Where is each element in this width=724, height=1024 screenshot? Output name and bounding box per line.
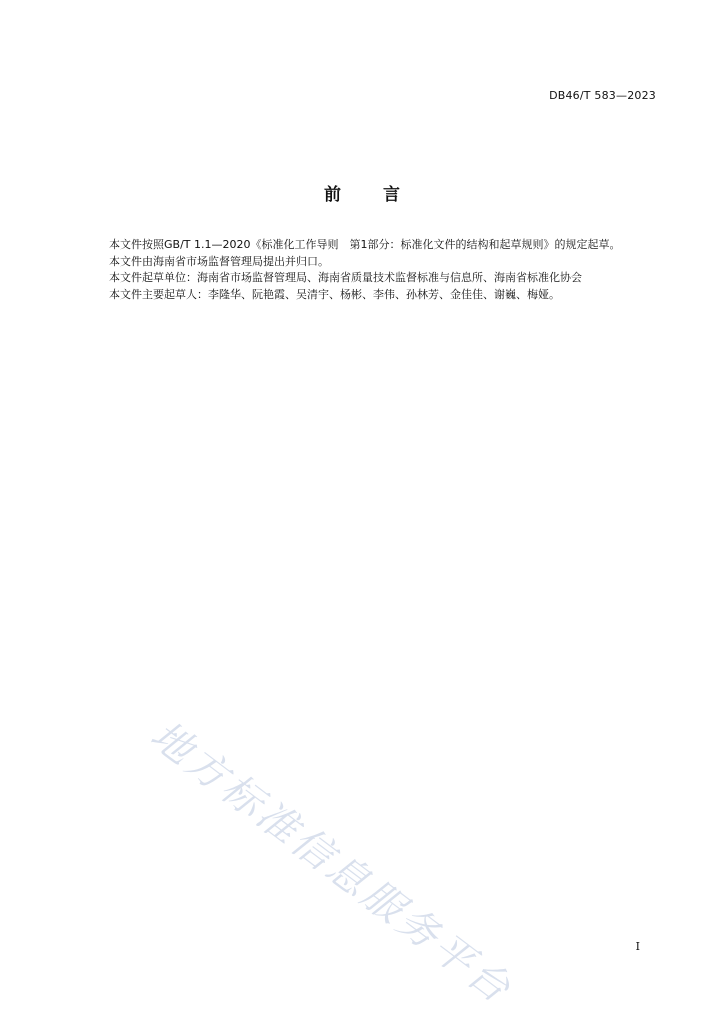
watermark: 地方标准信息服务平台 bbox=[141, 712, 521, 1014]
paragraph-drafting-rules: 本文件按照GB/T 1.1—2020《标准化工作导则 第1部分：标准化文件的结构和起草规则》的规定起草。 bbox=[109, 238, 621, 251]
title-char-1: 前 bbox=[324, 185, 342, 205]
paragraph-proposer: 本文件由海南省市场监督管理局提出并归口。 bbox=[109, 254, 329, 268]
page-title bbox=[0, 180, 724, 205]
paragraph-drafting-units: 本文件起草单位：海南省市场监督管理局、海南省质量技术监督标准与信息所、海南省标准化协会 bbox=[109, 271, 582, 284]
paragraph-drafters: 本文件主要起草人：李隆华、阮艳霞、吴清宇、杨彬、李伟、孙林芳、金佳佳、谢巍、梅娅。 bbox=[109, 287, 560, 301]
title-char-2: 言 bbox=[382, 185, 400, 205]
document-code: DB46/T 583—2023 bbox=[549, 89, 656, 102]
preface-body bbox=[87, 237, 659, 303]
page-number: I bbox=[635, 940, 640, 953]
